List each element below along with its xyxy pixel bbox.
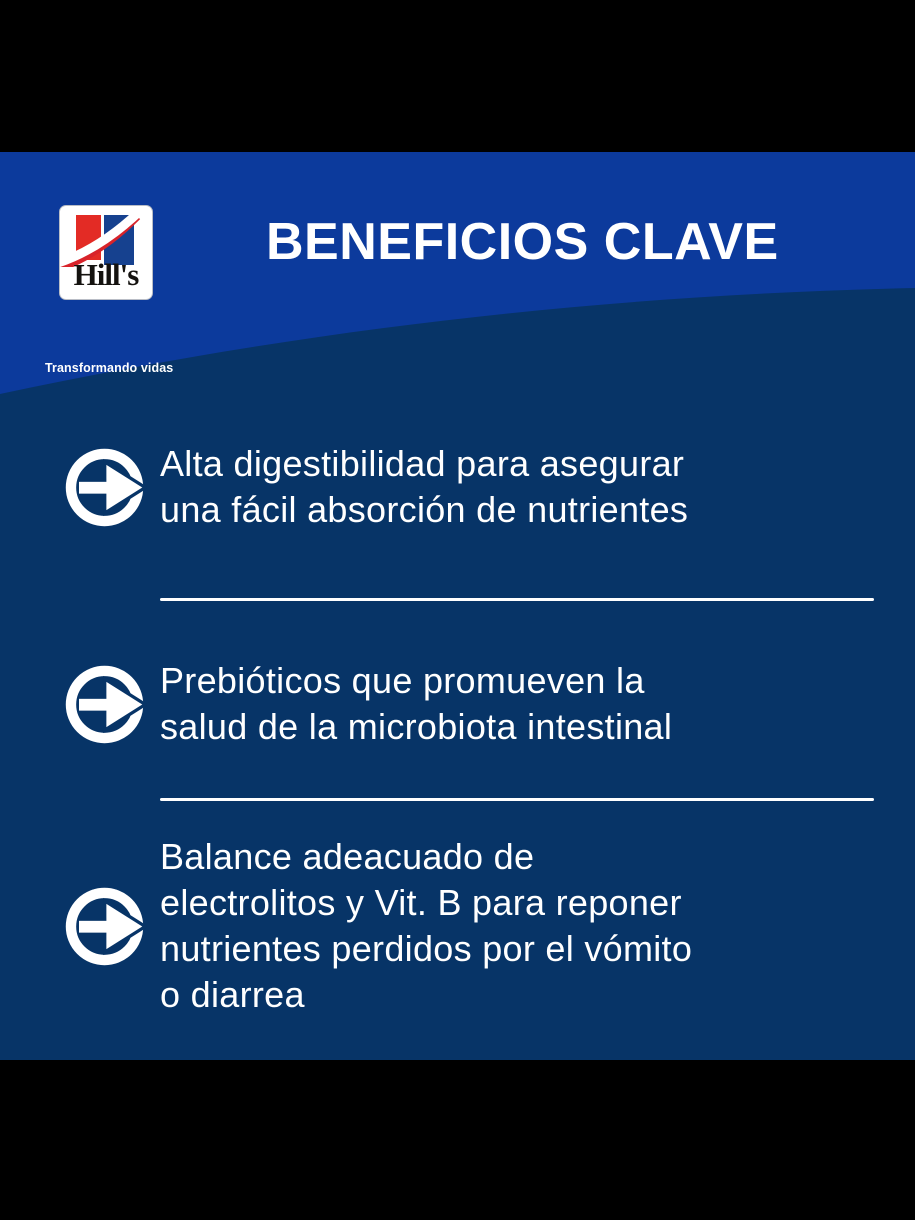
letterbox-top [0,0,915,152]
hills-logo [45,205,174,375]
brand-name: Hill's [73,257,139,292]
benefit-line: Prebióticos que promueven la [160,660,645,701]
benefit-line: Balance adeacuado de [160,836,535,877]
benefit-text [160,834,692,1018]
arrow-circle-icon [62,445,147,530]
benefit-text [160,441,688,533]
benefit-line: o diarrea [160,974,305,1015]
divider [160,798,874,801]
benefit-line: salud de la microbiota intestinal [160,706,673,747]
benefit-line: una fácil absorción de nutrientes [160,489,689,530]
benefit-item [62,834,692,1018]
artwork [0,152,915,1060]
logo-tagline: Transformando vidas [45,361,174,375]
divider [160,598,874,601]
arrow-circle-icon [62,884,147,969]
letterbox-bottom [0,1060,915,1220]
benefit-line: electrolitos y Vit. B para reponer [160,882,682,923]
benefit-text [160,658,672,750]
logo-box [59,205,153,300]
benefit-line: nutrientes perdidos por el vómito [160,928,693,969]
benefit-item [62,441,688,533]
arrow-circle-icon [62,662,147,747]
benefit-item [62,658,672,750]
benefit-line: Alta digestibilidad para asegurar [160,443,685,484]
page-title: BENEFICIOS CLAVE [266,213,779,271]
